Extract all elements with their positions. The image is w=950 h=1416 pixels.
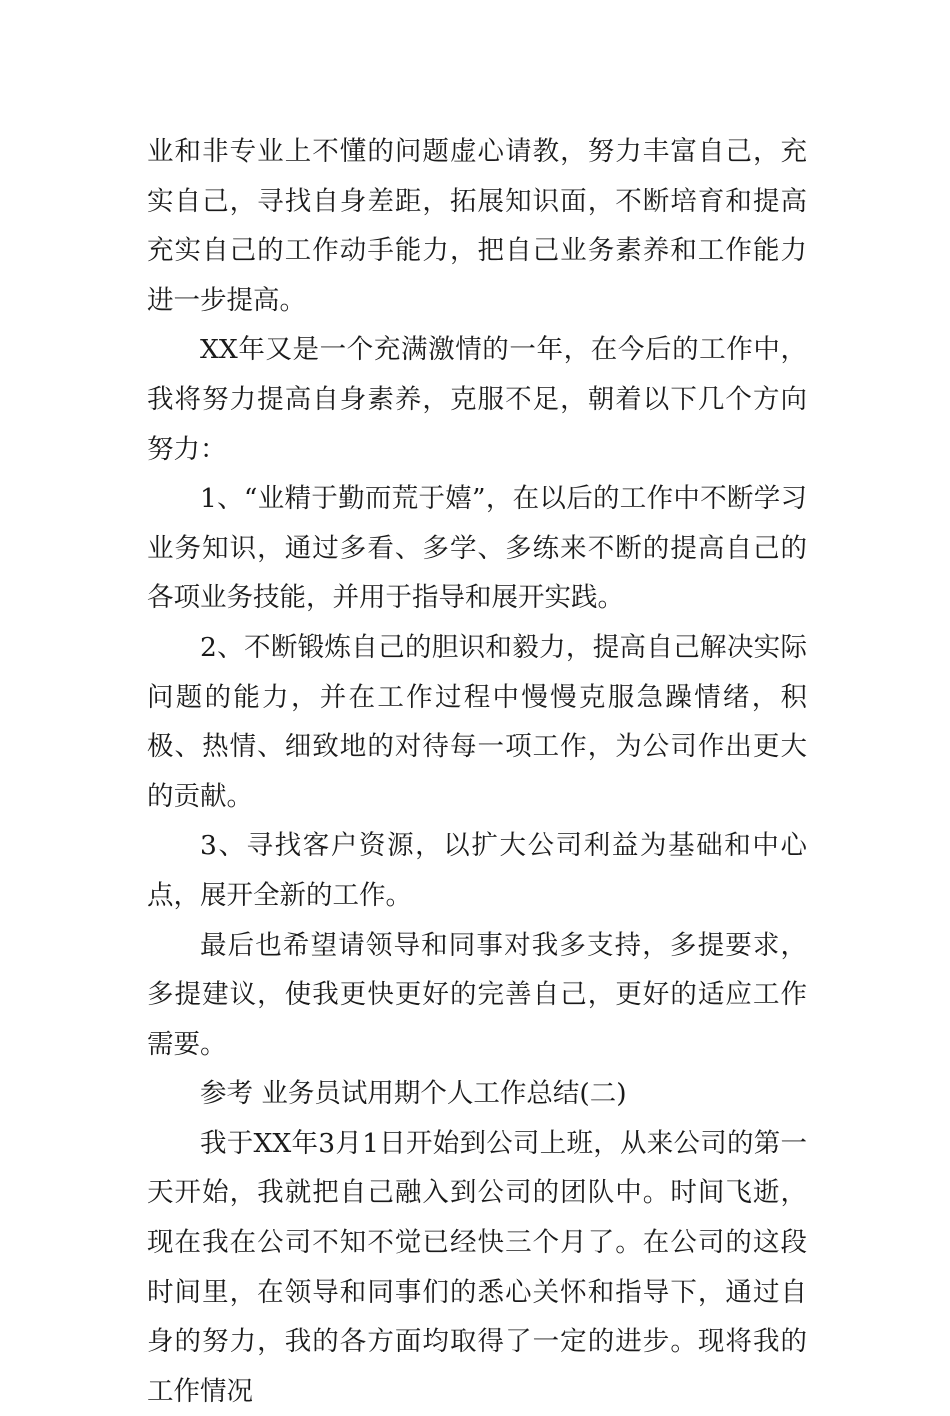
paragraph-item-1: 1、“业精于勤而荒于嬉”，在以后的工作中不断学习业务知识，通过多看、多学、多练来不断的提高自己的各项业务技能，并用于指导和展开实践。 xyxy=(147,483,807,614)
section-heading: 参考 业务员试用期个人工作总结(二) xyxy=(200,1078,627,1110)
paragraph-outlook: XX年又是一个充满激情的一年，在今后的工作中，我将努力提高自身素养，克服不足，朝着以下几个方向努力： xyxy=(147,334,807,465)
paragraph-closing: 最后也希望请领导和同事对我多支持，多提要求，多提建议，使我更快更好的完善自己，更好的适应工作需要。 xyxy=(147,929,807,1060)
paragraph-continuation: 业和非专业上不懂的问题虚心请教，努力丰富自己，充实自己，寻找自身差距，拓展知识面，不断培育和提高充实自己的工作动手能力，把自己业务素养和工作能力进一步提高。 xyxy=(147,136,807,316)
paragraph-summary-intro: 我于XX年3月1日开始到公司上班，从来公司的第一天开始，我就把自己融入到公司的团队中。时间飞逝，现在我在公司不知不觉已经快三个月了。在公司的这段时间里，在领导和同事们的悉心关怀和指导下，通过自身的努力，我的各方面均取得了一定的进步。现将我的工作情况 xyxy=(147,1127,807,1407)
paragraph-item-3: 3、寻找客户资源，以扩大公司利益为基础和中心点，展开全新的工作。 xyxy=(147,830,807,911)
document-body xyxy=(147,127,807,1416)
paragraph-item-2: 2、不断锻炼自己的胆识和毅力，提高自己解决实际问题的能力，并在工作过程中慢慢克服急躁情绪，积极、热情、细致地的对待每一项工作，为公司作出更大的贡献。 xyxy=(147,631,807,812)
